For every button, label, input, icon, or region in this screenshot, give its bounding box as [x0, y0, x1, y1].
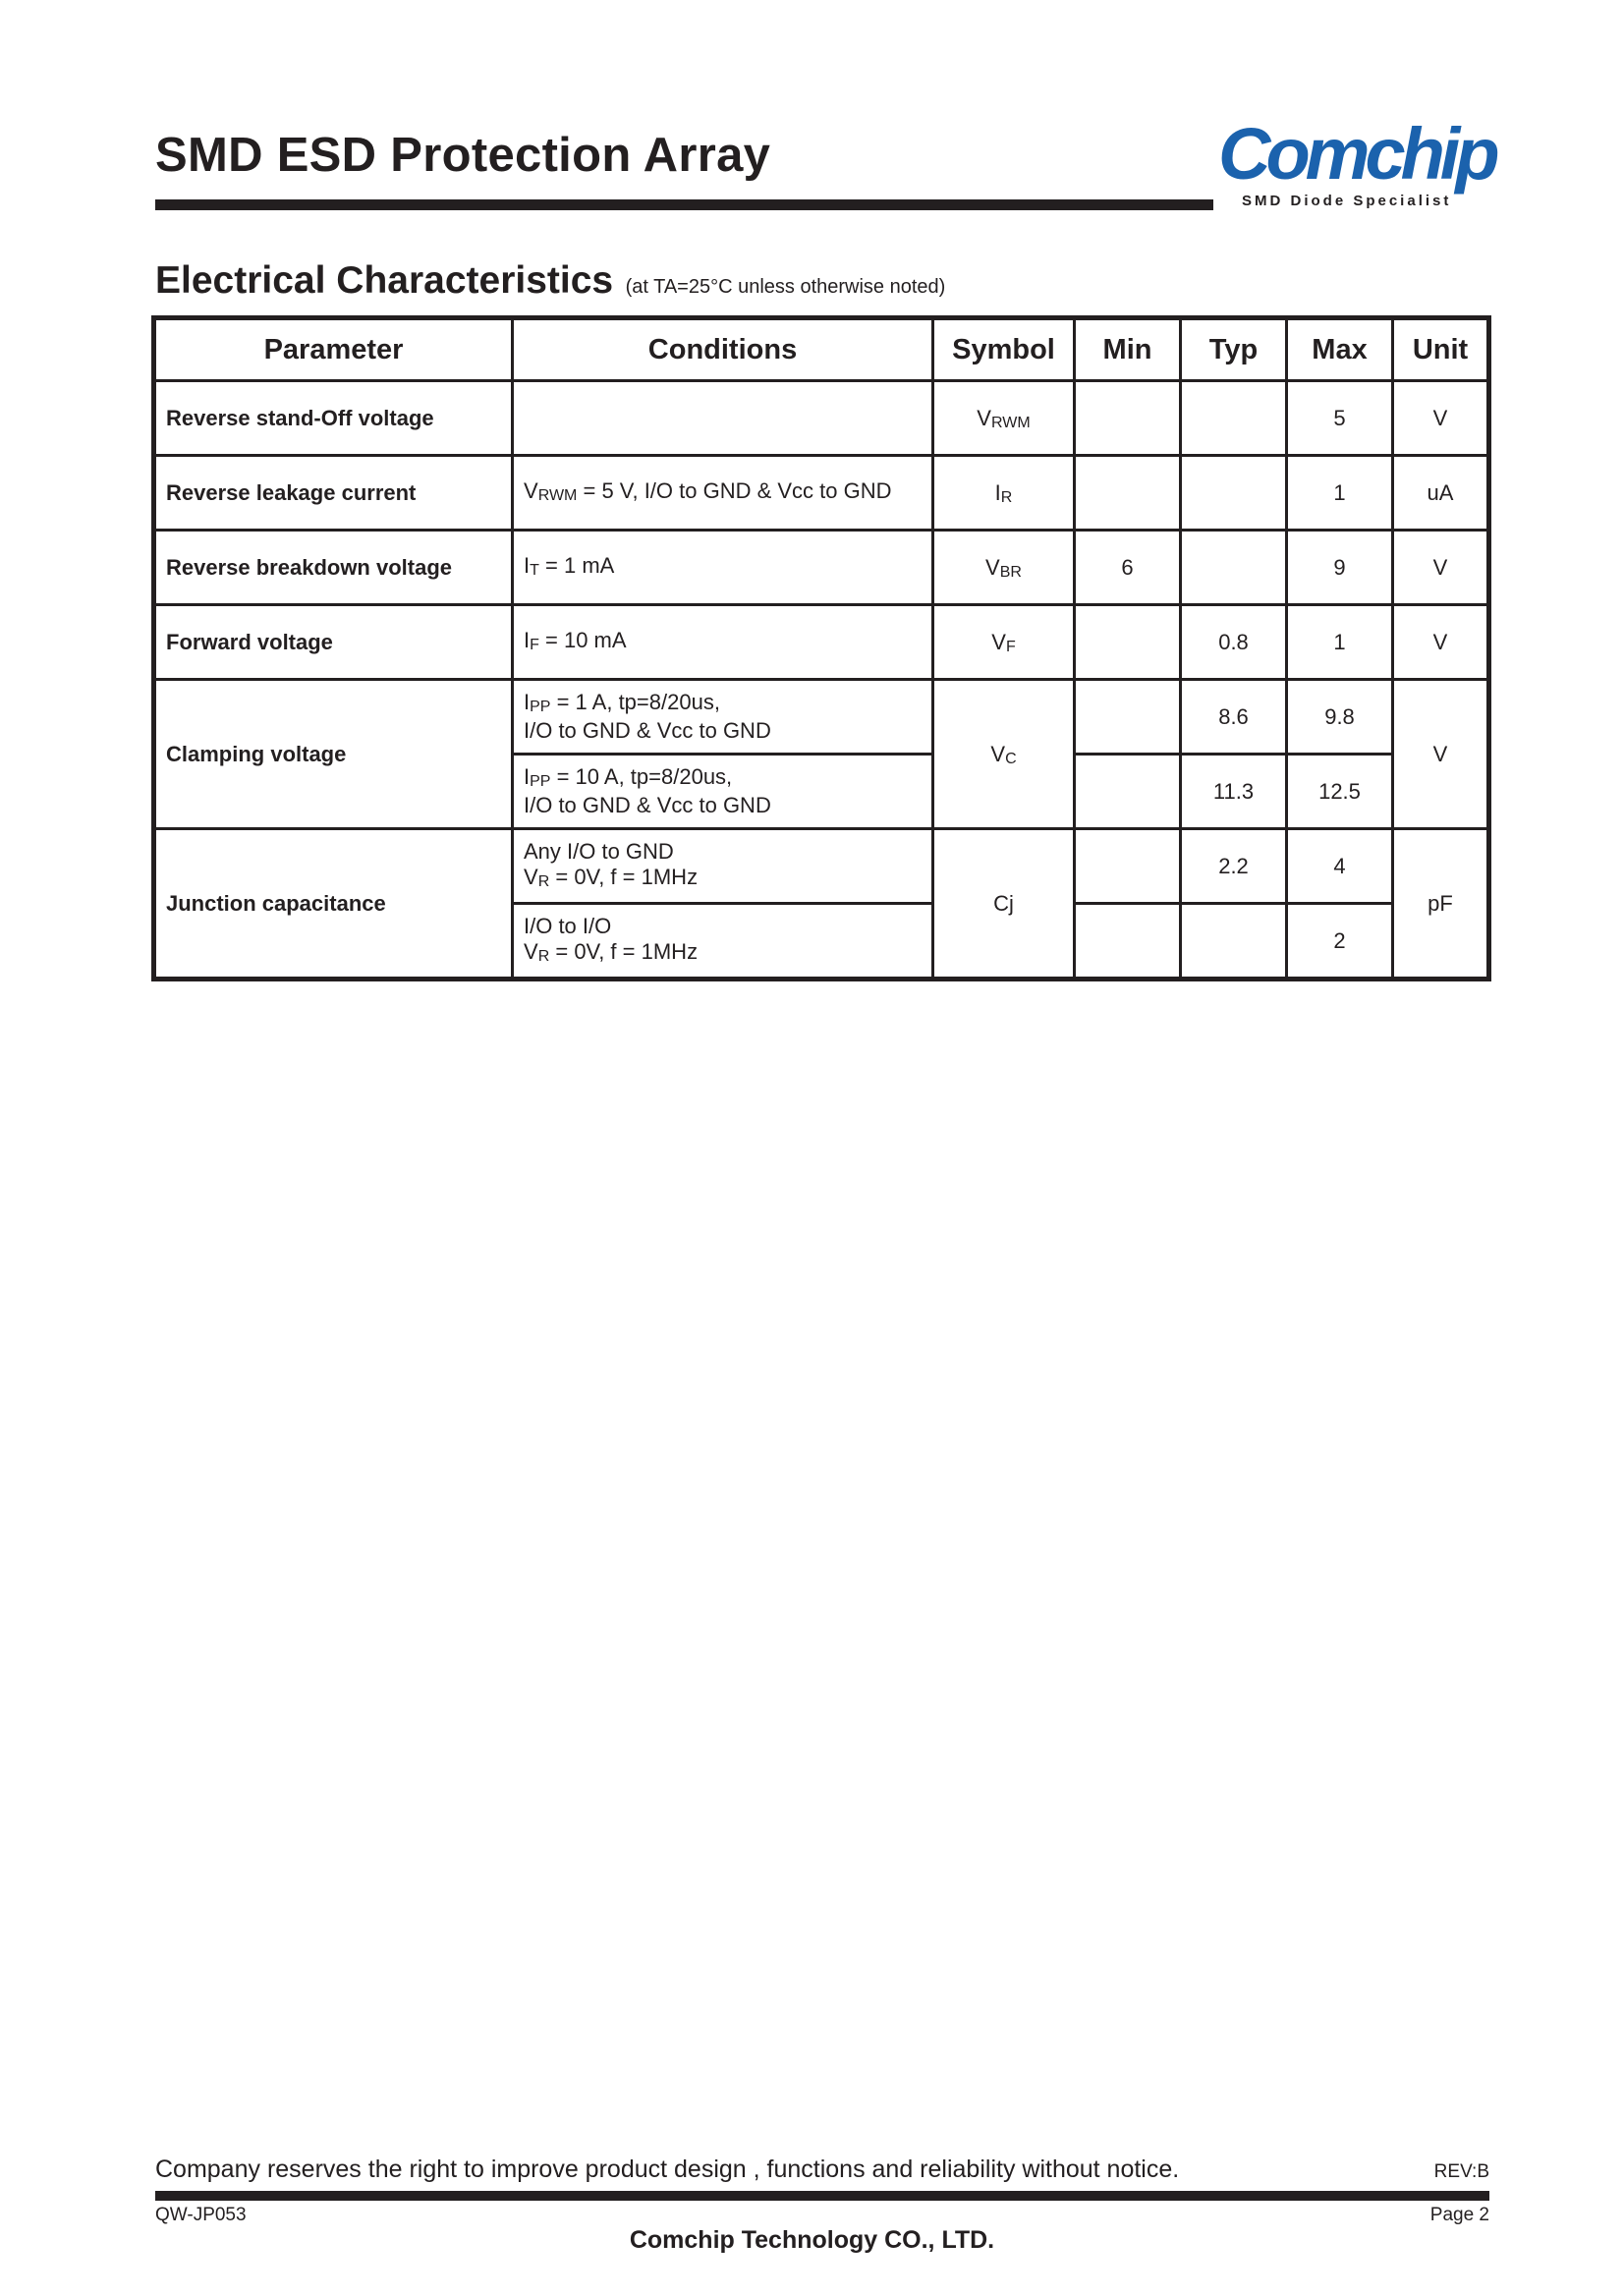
table-row — [154, 605, 1489, 680]
symbol-cell: Cj — [933, 829, 1075, 980]
param-cell: Clamping voltage — [154, 680, 513, 829]
header-symbol: Symbol — [933, 318, 1075, 381]
company-name: Comchip Technology CO., LTD. — [629, 2226, 995, 2254]
header-conditions: Conditions — [513, 318, 933, 381]
min-cell — [1075, 904, 1181, 980]
symbol-cell: $V_F$ — [933, 605, 1075, 680]
table-row — [154, 456, 1489, 531]
condition-cell: $I_T = 1$ mA — [513, 531, 933, 605]
condition-cell: $I_F = 10$ mA — [513, 605, 933, 680]
electrical-characteristics-table — [151, 315, 1491, 981]
param-cell: Junction capacitance — [154, 829, 513, 980]
header-max: Max — [1287, 318, 1393, 381]
title-rule — [155, 199, 1213, 210]
min-cell — [1075, 680, 1181, 755]
min-cell — [1075, 381, 1181, 456]
footer-rule — [155, 2191, 1489, 2201]
condition-cell — [513, 381, 933, 456]
table-row — [154, 829, 1489, 904]
unit-cell: V — [1393, 605, 1489, 680]
param-cell: Reverse stand-Off voltage — [154, 381, 513, 456]
typ-cell — [1181, 381, 1287, 456]
param-cell: Forward voltage — [154, 605, 513, 680]
table-header-row — [154, 318, 1489, 381]
min-cell — [1075, 605, 1181, 680]
page-title: SMD ESD Protection Array — [155, 129, 771, 182]
max-cell: 4 — [1287, 829, 1393, 904]
section-title: Electrical Characteristics — [155, 259, 614, 302]
symbol-cell: $V_{RWM}$ — [933, 381, 1075, 456]
max-cell: 1 — [1287, 456, 1393, 531]
condition-cell: $V_{RWM} = 5$ V, I/O to GND & Vcc to GND — [513, 456, 933, 531]
symbol-cell: $I_R$ — [933, 456, 1075, 531]
table-row — [154, 381, 1489, 456]
footer-notice: Company reserves the right to improve product design , functions and reliability without notice. — [155, 2156, 1180, 2183]
typ-cell — [1181, 904, 1287, 980]
condition-cell: Any I/O to GND $V_R = 0V$, f = 1MHz — [513, 829, 933, 904]
param-cell: Reverse leakage current — [154, 456, 513, 531]
header-unit: Unit — [1393, 318, 1489, 381]
comchip-logo — [1218, 113, 1495, 216]
unit-cell: V — [1393, 680, 1489, 829]
page-number: Page 2 — [1429, 2205, 1489, 2225]
typ-cell: 2.2 — [1181, 829, 1287, 904]
typ-cell — [1181, 531, 1287, 605]
unit-cell: V — [1393, 381, 1489, 456]
table-row — [154, 531, 1489, 605]
typ-cell: 11.3 — [1181, 755, 1287, 829]
max-cell: 12.5 — [1287, 755, 1393, 829]
min-cell — [1075, 755, 1181, 829]
max-cell: 9 — [1287, 531, 1393, 605]
min-cell — [1075, 829, 1181, 904]
condition-cell: $I_{PP} = 10$ A, tp=8/20us, I/O to GND & Vcc to GND — [513, 755, 933, 829]
min-cell: 6 — [1075, 531, 1181, 605]
header-typ: Typ — [1181, 318, 1287, 381]
unit-cell: pF — [1393, 829, 1489, 980]
logo-tagline: SMD Diode Specialist — [1242, 193, 1452, 209]
revision-label: REV:B — [1433, 2161, 1489, 2182]
param-cell: Reverse breakdown voltage — [154, 531, 513, 605]
max-cell: 5 — [1287, 381, 1393, 456]
table-row — [154, 680, 1489, 755]
max-cell: 2 — [1287, 904, 1393, 980]
section-heading — [155, 259, 945, 303]
header-parameter: Parameter — [154, 318, 513, 381]
document-code: QW-JP053 — [155, 2205, 247, 2225]
typ-cell: 8.6 — [1181, 680, 1287, 755]
unit-cell: V — [1393, 531, 1489, 605]
symbol-cell: $V_{BR}$ — [933, 531, 1075, 605]
min-cell — [1075, 456, 1181, 531]
condition-cell: I/O to I/O $V_R = 0V$, f = 1MHz — [513, 904, 933, 980]
section-note: (at TA=25°C unless otherwise noted) — [625, 276, 946, 298]
condition-cell: $I_{PP} = 1$ A, tp=8/20us, I/O to GND & Vcc to GND — [513, 680, 933, 755]
logo-wordmark: Comchip — [1218, 113, 1495, 195]
max-cell: 1 — [1287, 605, 1393, 680]
max-cell: 9.8 — [1287, 680, 1393, 755]
symbol-cell: $V_C$ — [933, 680, 1075, 829]
unit-cell: uA — [1393, 456, 1489, 531]
typ-cell — [1181, 456, 1287, 531]
header-min: Min — [1075, 318, 1181, 381]
typ-cell: 0.8 — [1181, 605, 1287, 680]
